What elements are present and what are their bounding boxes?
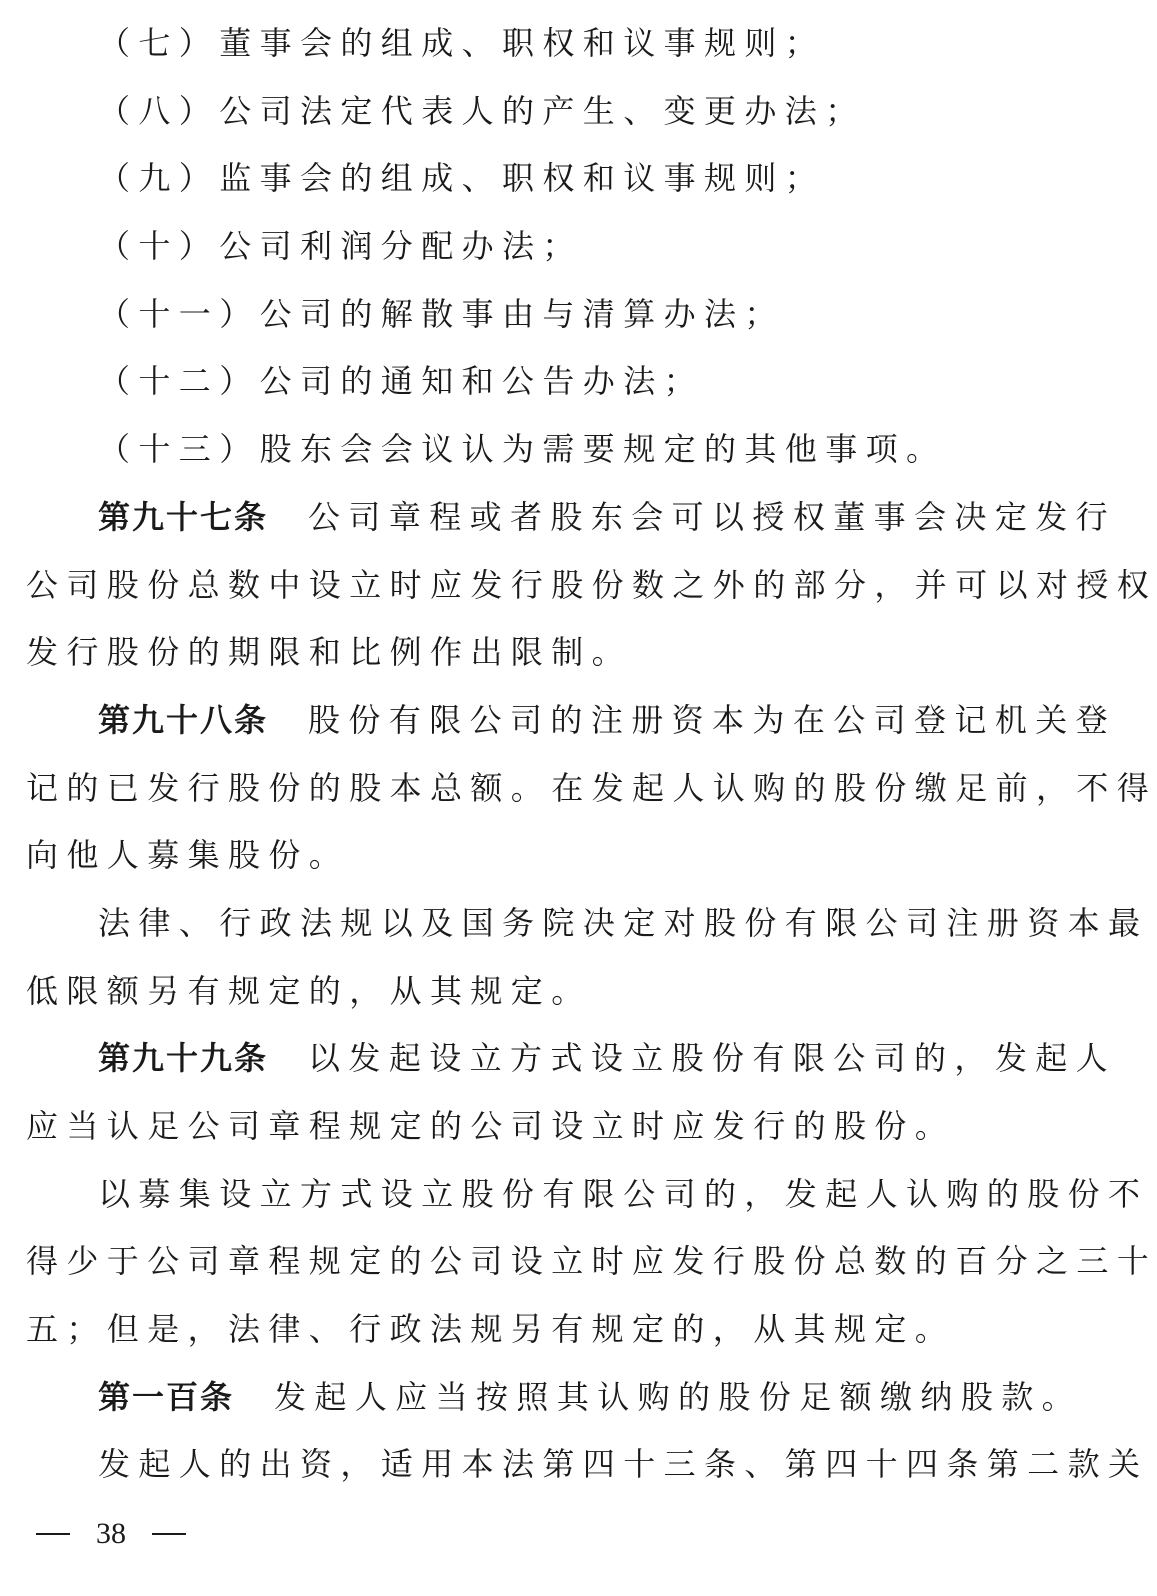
text-line xyxy=(26,416,1036,484)
text-line xyxy=(26,755,1157,823)
text-line xyxy=(26,890,1149,958)
text-line xyxy=(26,552,1157,620)
article-line xyxy=(26,1364,1083,1432)
line-text: 股份有限公司的注册资本为在公司登记机关登 xyxy=(308,700,1117,739)
line-text: 公司股份总数中设立时应发行股份数之外的部分，并可以对授权 xyxy=(26,565,1157,604)
text-line xyxy=(26,958,1036,1026)
line-text: 公司章程或者股东会可以授权董事会决定发行 xyxy=(308,497,1117,536)
page-footer xyxy=(36,1510,186,1558)
line-text: 低限额另有规定的，从其规定。 xyxy=(26,971,592,1010)
line-text: （十一）公司的解散事由与清算办法； xyxy=(98,294,785,333)
article-number: 第九十八条 xyxy=(98,700,269,739)
line-text: （八）公司法定代表人的产生、变更办法； xyxy=(98,91,866,130)
text-line xyxy=(26,10,1036,78)
line-text: （九）监事会的组成、职权和议事规则； xyxy=(98,159,826,198)
line-text: 五；但是，法律、行政法规另有规定的，从其规定。 xyxy=(26,1310,956,1349)
article-number: 第一百条 xyxy=(98,1377,235,1416)
line-text: （十三）股东会会议认为需要规定的其他事项。 xyxy=(98,430,947,469)
line-text: 法律、行政法规以及国务院决定对股份有限公司注册资本最 xyxy=(98,903,1149,942)
text-line xyxy=(26,1228,1157,1296)
line-text: 记的已发行股份的股本总额。在发起人认购的股份缴足前，不得 xyxy=(26,768,1157,807)
text-line xyxy=(26,1296,1036,1364)
line-text: 向他人募集股份。 xyxy=(26,836,350,875)
text-line xyxy=(26,78,1036,146)
line-text: （十二）公司的通知和公告办法； xyxy=(98,362,705,401)
body-text xyxy=(26,10,1157,1499)
article-number: 第九十七条 xyxy=(98,497,269,536)
article-line xyxy=(26,687,1117,755)
line-text: 得少于公司章程规定的公司设立时应发行股份总数的百分之三十 xyxy=(26,1242,1157,1281)
article-line xyxy=(26,1025,1117,1093)
text-line xyxy=(26,619,1036,687)
text-line xyxy=(26,822,1036,890)
text-line xyxy=(26,145,1036,213)
text-line xyxy=(26,348,1036,416)
line-text: 以募集设立方式设立股份有限公司的，发起人认购的股份不 xyxy=(98,1174,1149,1213)
line-text: 发起人的出资，适用本法第四十三条、第四十四条第二款关 xyxy=(98,1445,1149,1484)
line-text: 应当认足公司章程规定的公司设立时应发行的股份。 xyxy=(26,1107,956,1145)
article-line xyxy=(26,484,1117,552)
footer-dash-left xyxy=(36,1533,70,1535)
line-text: 发起人应当按照其认购的股份足额缴纳股款。 xyxy=(274,1377,1083,1416)
line-text: （十）公司利润分配办法； xyxy=(98,227,583,266)
footer-dash-right xyxy=(152,1533,186,1535)
line-text: 发行股份的期限和比例作出限制。 xyxy=(26,633,633,672)
text-line xyxy=(26,1431,1149,1499)
text-line xyxy=(26,281,1036,349)
text-line xyxy=(26,213,1036,281)
line-text: （七）董事会的组成、职权和议事规则； xyxy=(98,24,826,62)
text-line xyxy=(26,1161,1149,1229)
line-text: 以发起设立方式设立股份有限公司的，发起人 xyxy=(308,1039,1117,1078)
text-line xyxy=(26,1093,1036,1161)
page-number: 38 xyxy=(96,1517,126,1550)
article-number: 第九十九条 xyxy=(98,1039,269,1078)
